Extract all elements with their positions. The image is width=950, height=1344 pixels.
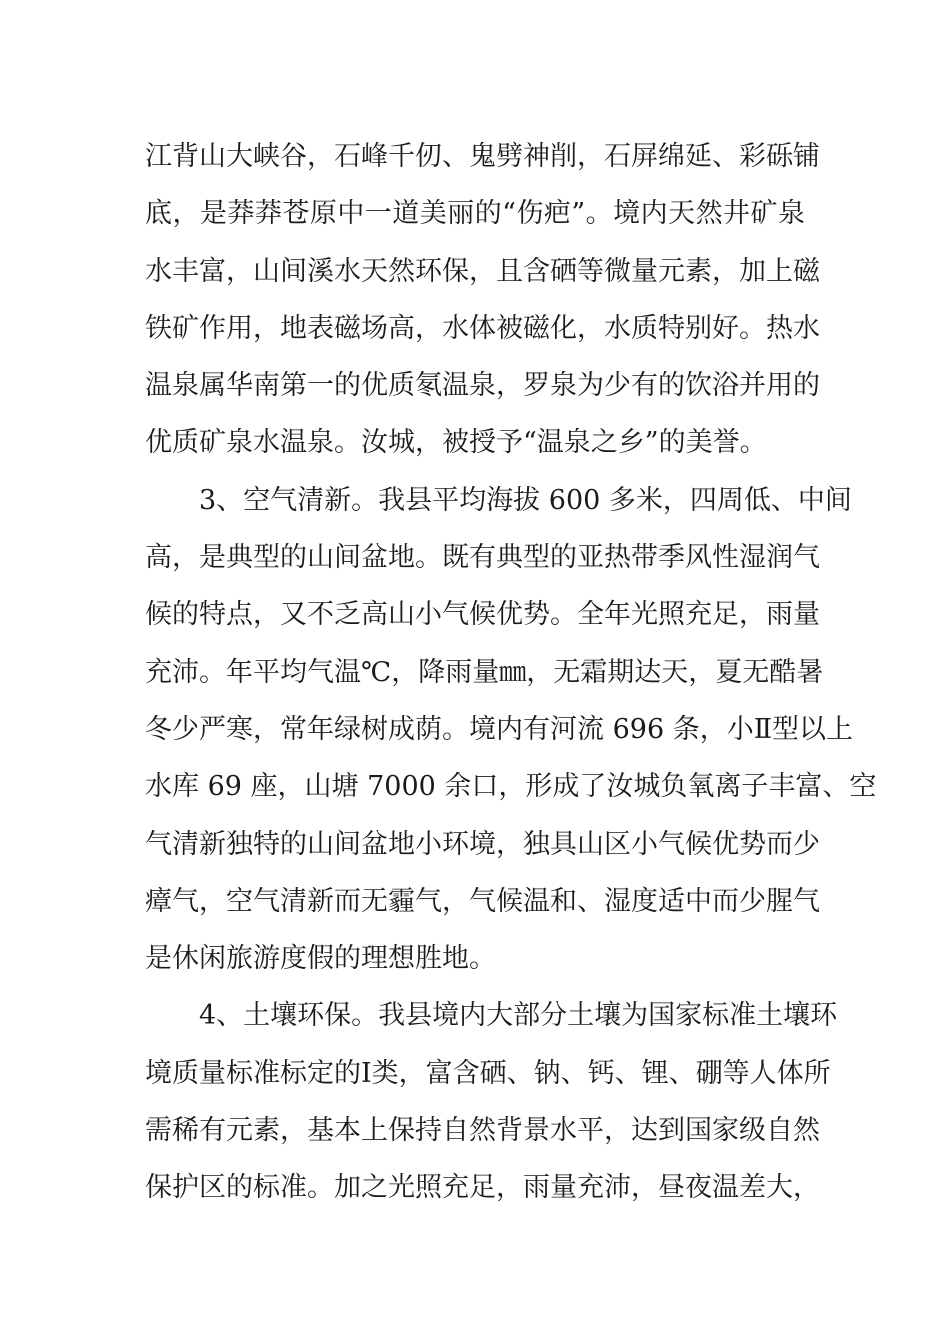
text-line: 水库 69 座，山塘 7000 余口，形成了汝城负氧离子丰富、空 — [145, 771, 877, 803]
text-line: 江背山大峡谷，石峰千仞、鬼劈神削，石屏绵延、彩砾铺 — [145, 141, 820, 172]
text-line: 高，是典型的山间盆地。既有典型的亚热带季风性湿润气 — [145, 542, 820, 574]
text-line: 是休闲旅游度假的理想胜地。 — [145, 943, 496, 975]
text-line: 水丰富，山间溪水天然环保，且含硒等微量元素，加上磁 — [145, 255, 820, 287]
text-line: 底，是莽莽苍原中一道美丽的“伤疤”。境内天然井矿泉 — [145, 198, 805, 230]
text-line: 温泉属华南第一的优质氡温泉，罗泉为少有的饮浴并用的 — [145, 370, 820, 402]
body-text — [145, 128, 877, 1217]
text-line: 境质量标准标定的Ⅰ类，富含硒、钠、钙、锂、硼等人体所 — [145, 1057, 831, 1089]
text-line: 铁矿作用，地表磁场高，水体被磁化，水质特别好。热水 — [145, 312, 820, 344]
text-line: 冬少严寒，常年绿树成荫。境内有河流 696 条，小Ⅱ型以上 — [145, 713, 854, 745]
text-line: 需稀有元素，基本上保持自然背景水平，达到国家级自然 — [145, 1115, 820, 1147]
paragraph-start-line: 3、空气清新。我县平均海拔 600 多米，四周低、中间 — [199, 484, 852, 516]
text-line: 优质矿泉水温泉。汝城，被授予“温泉之乡”的美誉。 — [145, 427, 767, 459]
text-line: 候的特点，又不乏高山小气候优势。全年光照充足，雨量 — [145, 599, 820, 631]
text-line: 充沛。年平均气温℃，降雨量㎜，无霜期达天，夏无酷暑 — [145, 656, 824, 688]
text-line: 气清新独特的山间盆地小环境，独具山区小气候优势而少 — [145, 828, 820, 860]
paragraph-start-line: 4、土壤环保。我县境内大部分土壤为国家标准土壤环 — [199, 1000, 838, 1032]
text-line: 瘴气，空气清新而无霾气，气候温和、湿度适中而少腥气 — [145, 885, 820, 917]
text-line: 保护区的标准。加之光照充足，雨量充沛，昼夜温差大， — [145, 1172, 820, 1204]
